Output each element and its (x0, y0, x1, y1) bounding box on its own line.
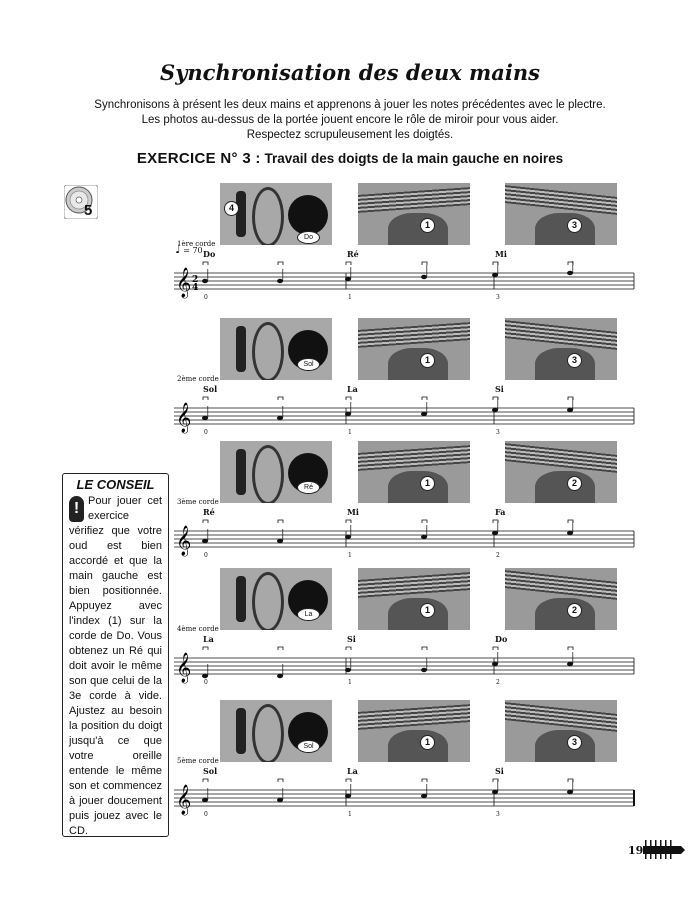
downstroke-mark (346, 397, 351, 400)
note-head (277, 416, 283, 420)
string-label: 2ème corde (177, 375, 219, 383)
note-head (277, 798, 283, 802)
treble-clef-icon: 𝄞 (176, 403, 192, 433)
downstroke-mark (278, 262, 283, 265)
rosette-shape (236, 449, 246, 495)
soundhole-shape (288, 195, 328, 235)
strings-shape (505, 320, 617, 350)
oud-top-photo (220, 441, 332, 503)
note-head (492, 662, 498, 666)
note-head (277, 279, 283, 283)
treble-clef-icon: 𝄞 (176, 785, 192, 815)
note-head (492, 408, 498, 412)
note-name: Ré (347, 249, 359, 259)
hand-position-photo (358, 700, 470, 762)
note-head (277, 539, 283, 543)
note-name: La (203, 634, 214, 644)
strings-shape (505, 570, 617, 600)
note-head (567, 531, 573, 535)
finger-number-marker: 3 (567, 218, 582, 233)
downstroke-mark (493, 647, 498, 650)
exclamation-icon: ! (69, 496, 84, 522)
oud-top-photo (220, 183, 332, 245)
fingering-number: 0 (204, 679, 208, 686)
rosette-shape (252, 445, 284, 503)
note-head (345, 668, 351, 672)
rosette-shape (236, 708, 246, 754)
strings-shape (358, 322, 470, 348)
note-label: La (297, 608, 320, 621)
hand-shape (388, 213, 448, 245)
strings-shape (505, 185, 617, 215)
hand-position-photo (505, 700, 617, 762)
downstroke-mark (422, 397, 427, 400)
note-label: Do (297, 231, 320, 244)
note-head (277, 674, 283, 678)
cd-track-number: 5 (84, 202, 93, 219)
note-name: Do (495, 634, 508, 644)
downstroke-mark (203, 262, 208, 265)
downstroke-mark (203, 397, 208, 400)
downstroke-mark (422, 520, 427, 523)
string-label: 3ème corde (177, 498, 219, 506)
treble-clef-icon: 𝄞 (176, 653, 192, 683)
strings-shape (358, 445, 470, 471)
finger-number-marker: 2 (567, 603, 582, 618)
note-head (202, 539, 208, 543)
time-signature: 4 (192, 283, 199, 293)
downstroke-mark (493, 779, 498, 782)
conseil-box (62, 473, 169, 837)
downstroke-mark (568, 397, 573, 400)
note-head (567, 408, 573, 412)
cd-icon (64, 185, 98, 219)
time-signature: 2 (192, 275, 199, 285)
note-name: La (347, 384, 358, 394)
hand-shape (535, 730, 595, 762)
intro-paragraph (0, 98, 700, 143)
downstroke-mark (278, 520, 283, 523)
fingering-number: 0 (204, 294, 208, 301)
page-number: 19 (628, 844, 644, 857)
fingering-number: 3 (496, 294, 500, 301)
finger-number-marker: 2 (567, 476, 582, 491)
downstroke-mark (346, 262, 351, 265)
note-label: Sol (297, 740, 320, 753)
note-head (202, 279, 208, 283)
downstroke-mark (568, 779, 573, 782)
note-head (492, 531, 498, 535)
finger-number-marker: 3 (567, 353, 582, 368)
string-label: 5ème corde (177, 757, 219, 765)
note-head (492, 273, 498, 277)
note-name: Do (203, 249, 216, 259)
music-staff (172, 776, 642, 826)
string-label: 1ère corde (177, 240, 216, 248)
strings-shape (505, 443, 617, 473)
note-name: Ré (203, 507, 215, 517)
downstroke-mark (568, 647, 573, 650)
conseil-text-block (69, 494, 162, 839)
intro-line: Les photos au-dessus de la portée jouent encore le rôle de miroir pour vous aider. (141, 114, 559, 126)
music-staff (172, 259, 642, 309)
intro-line: Synchronisons à présent les deux mains et apprenons à jouer les notes précédentes avec le plectre. (94, 99, 606, 111)
exercise-subtitle: Travail des doigts de la main gauche en noires (264, 151, 564, 166)
note-head (421, 794, 427, 798)
finger-number-marker: 3 (567, 735, 582, 750)
rosette-shape (252, 572, 284, 630)
downstroke-mark (278, 397, 283, 400)
exercise-title (0, 150, 700, 167)
rosette-shape (252, 187, 284, 245)
fingering-number: 0 (204, 429, 208, 436)
fingering-number: 0 (204, 811, 208, 818)
rosette-shape (236, 576, 246, 622)
hand-position-photo (505, 568, 617, 630)
strings-shape (505, 702, 617, 732)
note-head (567, 790, 573, 794)
exercise-number: EXERCICE N° 3 : (136, 150, 261, 167)
fingering-number: 2 (496, 679, 500, 686)
downstroke-mark (568, 520, 573, 523)
fingering-number: 1 (348, 679, 352, 686)
fingering-number: 3 (496, 811, 500, 818)
downstroke-mark (203, 647, 208, 650)
quarter-note-icon: ♩ (175, 242, 181, 256)
note-name: La (347, 766, 358, 776)
music-staff (172, 517, 642, 567)
rosette-shape (252, 322, 284, 380)
hand-shape (388, 730, 448, 762)
note-name: Sol (203, 384, 218, 394)
rosette-shape (236, 191, 246, 237)
downstroke-mark (493, 262, 498, 265)
downstroke-mark (203, 520, 208, 523)
note-head (202, 416, 208, 420)
finger-number-marker: 1 (420, 353, 435, 368)
note-head (345, 794, 351, 798)
fingering-number: 1 (348, 811, 352, 818)
oud-top-photo (220, 700, 332, 762)
downstroke-mark (422, 779, 427, 782)
note-head (421, 535, 427, 539)
hand-shape (535, 471, 595, 503)
page-title: Synchronisation des deux mains (160, 60, 540, 85)
oud-logo-icon (643, 838, 685, 860)
note-head (345, 412, 351, 416)
note-name: Mi (495, 249, 507, 259)
note-head (421, 275, 427, 279)
strings-shape (358, 572, 470, 598)
hand-position-photo (505, 183, 617, 245)
note-name: Mi (347, 507, 359, 517)
note-head (492, 790, 498, 794)
note-name: Si (495, 384, 504, 394)
music-staff (172, 644, 642, 694)
treble-clef-icon: 𝄞 (176, 268, 192, 298)
fingering-number: 1 (348, 429, 352, 436)
hand-shape (535, 598, 595, 630)
strings-shape (358, 704, 470, 730)
note-name: Sol (203, 766, 218, 776)
downstroke-mark (346, 779, 351, 782)
oud-top-photo (220, 568, 332, 630)
hand-position-photo (358, 568, 470, 630)
downstroke-mark (203, 779, 208, 782)
treble-clef-icon: 𝄞 (176, 526, 192, 556)
hand-shape (535, 213, 595, 245)
note-head (202, 798, 208, 802)
hand-shape (388, 471, 448, 503)
tempo-value: = 70 (183, 246, 203, 255)
hand-position-photo (505, 441, 617, 503)
downstroke-mark (568, 262, 573, 265)
fingering-number: 1 (348, 294, 352, 301)
fingering-number: 0 (204, 552, 208, 559)
fingering-number: 2 (496, 552, 500, 559)
downstroke-mark (346, 647, 351, 650)
intro-line: Respectez scrupuleusement les doigtés. (246, 129, 454, 141)
rosette-shape (236, 326, 246, 372)
note-head (421, 412, 427, 416)
strings-shape (358, 187, 470, 213)
hand-position-photo (505, 318, 617, 380)
string-label: 4ème corde (177, 625, 219, 633)
note-name: Fa (495, 507, 506, 517)
hand-shape (388, 348, 448, 380)
fingering-number: 1 (348, 552, 352, 559)
conseil-title: LE CONSEIL (76, 477, 155, 492)
finger-number-marker: 4 (224, 201, 239, 216)
note-head (202, 674, 208, 678)
finger-number-marker: 1 (420, 476, 435, 491)
downstroke-mark (422, 647, 427, 650)
hand-position-photo (358, 318, 470, 380)
downstroke-mark (493, 397, 498, 400)
downstroke-mark (346, 520, 351, 523)
hand-position-photo (358, 183, 470, 245)
note-head (345, 535, 351, 539)
downstroke-mark (493, 520, 498, 523)
note-head (345, 277, 351, 281)
downstroke-mark (278, 779, 283, 782)
finger-number-marker: 1 (420, 218, 435, 233)
finger-number-marker: 1 (420, 735, 435, 750)
fingering-number: 3 (496, 429, 500, 436)
note-head (421, 668, 427, 672)
rosette-shape (252, 704, 284, 762)
note-label: Ré (297, 481, 320, 494)
hand-shape (535, 348, 595, 380)
hand-shape (388, 598, 448, 630)
downstroke-mark (422, 262, 427, 265)
hand-position-photo (358, 441, 470, 503)
note-head (567, 662, 573, 666)
downstroke-mark (278, 647, 283, 650)
finger-number-marker: 1 (420, 603, 435, 618)
note-name: Si (347, 634, 356, 644)
note-head (567, 271, 573, 275)
conseil-text: Pour jouer cet exercice vérifiez que votre oud est bien accordé et que la main gauche est bien positionnée. Appuyez avec l'index (1) sur la corde de Do. Vous obtenez un Ré qui doit avoir le même son que celui de la 3e corde à vide. Ajustez au besoin la position du doigt jusqu'à ce que votre oreille entende le même son et commencez à jouer doucement puis jouez avec le CD. (69, 495, 162, 837)
oud-top-photo (220, 318, 332, 380)
note-name: Si (495, 766, 504, 776)
music-staff (172, 394, 642, 444)
note-label: Sol (297, 358, 320, 371)
